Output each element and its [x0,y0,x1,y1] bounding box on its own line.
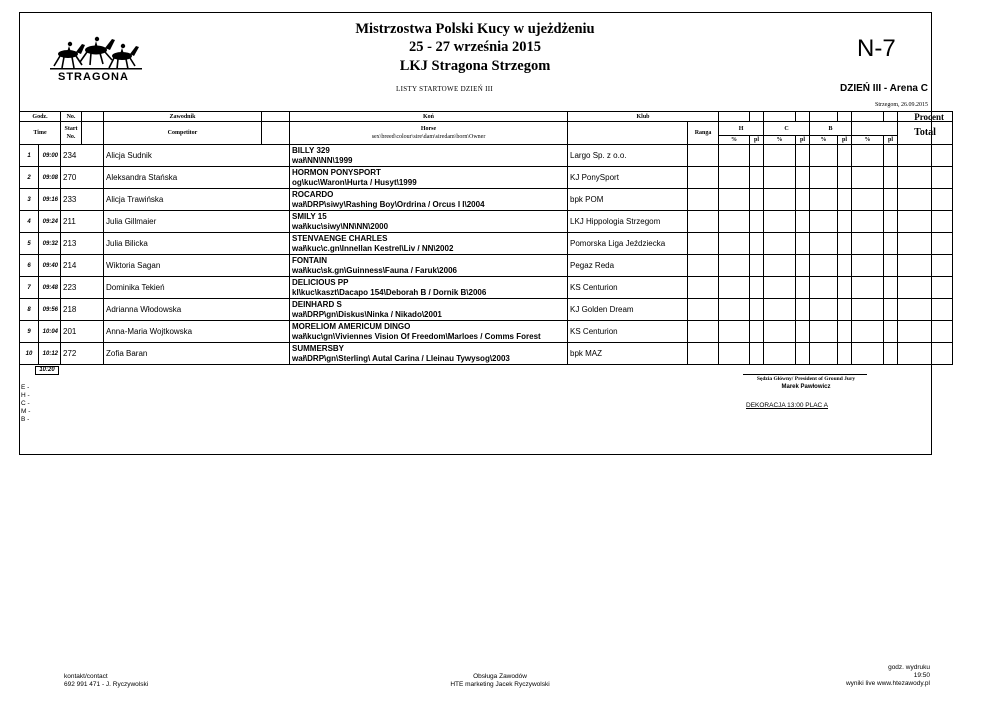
entry-competitor: Wiktoria Sagan [104,255,290,277]
arena-label: DZIEŃ III - Arena C [840,83,928,94]
score-cell [852,277,884,299]
header-pl: pl [838,136,852,145]
entry-time: 09:56 [39,299,61,321]
entry-club: bpk POM [568,189,688,211]
score-cell [810,211,838,233]
header-total: Total [898,122,953,145]
score-cell [852,321,884,343]
score-cell [852,233,884,255]
score-cell [688,167,719,189]
score-cell [796,321,810,343]
entry-horse-details: wał\DRP\gn\Diskus\Ninka / Nikado\2001 [292,309,442,319]
table-row [20,211,953,233]
score-cell [852,343,884,365]
start-list-table [19,111,953,365]
score-cell [852,255,884,277]
score-cell [750,233,764,255]
header-pct: % [810,136,838,145]
legend-item: M - [21,408,31,415]
score-cell [750,277,764,299]
score-cell [796,299,810,321]
score-cell [719,145,750,167]
score-cell [719,211,750,233]
entry-competitor: Aleksandra Stańska [104,167,290,189]
score-cell [810,167,838,189]
entry-horse-name: DEINHARD S [292,299,342,309]
score-cell [764,233,796,255]
legend-item: H - [21,392,30,399]
footer-contact [64,673,148,689]
header-godz: Godz. [20,112,61,122]
entry-horse [290,145,568,167]
score-cell [884,299,898,321]
score-cell [810,145,838,167]
score-cell [688,343,719,365]
score-cell [884,321,898,343]
entry-time: 09:00 [39,145,61,167]
header-time: Time [20,122,61,145]
entry-horse [290,277,568,299]
score-cell [719,343,750,365]
score-cell [719,321,750,343]
score-cell [838,145,852,167]
tail-time: 10:20 [35,366,59,375]
score-cell [898,145,953,167]
score-cell [898,189,953,211]
entry-start-no: 233 [61,189,104,211]
score-cell [898,167,953,189]
entry-time: 09:32 [39,233,61,255]
header-klub: Klub [568,112,719,122]
score-cell [796,277,810,299]
header-pl: pl [750,136,764,145]
score-cell [750,299,764,321]
entry-horse-details: wał\DRP\gn\Sterling\ Autal Carina / Lleinau Tywysog\2003 [292,353,510,363]
score-cell [838,277,852,299]
header-horse-details: sex\breed\colour\sire\dam\siredam\born\Owner [371,134,486,140]
score-cell [852,299,884,321]
score-cell [764,299,796,321]
judge-name: Marek Pawłowicz [781,384,831,390]
score-cell [688,321,719,343]
score-cell [838,299,852,321]
footer-service [400,673,600,689]
entry-competitor: Zofia Baran [104,343,290,365]
score-cell [688,189,719,211]
score-cell [838,233,852,255]
table-row [20,167,953,189]
score-cell [750,211,764,233]
header-horse-label: Horse [420,126,437,132]
entry-time: 09:08 [39,167,61,189]
header-zawodnik: Zawodnik [104,112,262,122]
logo-text: STRAGONA [58,71,129,83]
table-row [20,321,953,343]
header-pct: % [764,136,796,145]
header-no: No. [61,112,82,122]
entry-club: Pomorska Liga Jeździecka [568,233,688,255]
entry-number: 2 [20,167,39,189]
entry-horse-name: SUMMERSBY [292,343,345,353]
entry-horse [290,299,568,321]
score-cell [898,321,953,343]
entry-start-no: 234 [61,145,104,167]
header-ranga: Ranga [688,122,719,145]
score-cell [796,145,810,167]
entry-horse-details: wał\kuc\sk.gn\Guinness\Fauna / Faruk\2006 [292,265,457,275]
score-cell [764,321,796,343]
competition-code: N-7 [857,35,896,62]
entry-horse-details: wał\kuc\c.gn\Innellan Kestrel\Liv / NN\2002 [292,243,454,253]
score-cell [796,167,810,189]
score-cell [838,255,852,277]
header-pl: pl [884,136,898,145]
event-venue: LKJ Stragona Strzegom [399,58,551,74]
score-cell [810,299,838,321]
entry-horse [290,211,568,233]
entries-body [20,145,953,365]
event-dates: 25 - 27 września 2015 [408,39,542,55]
score-cell [852,189,884,211]
entry-horse [290,321,568,343]
entry-club: bpk MAZ [568,343,688,365]
score-cell [898,277,953,299]
score-cell [838,343,852,365]
entry-time: 10:04 [39,321,61,343]
score-cell [688,255,719,277]
score-cell [719,255,750,277]
score-cell [750,167,764,189]
entry-club: KS Centurion [568,321,688,343]
header-start-no: Start No. [61,122,82,145]
score-cell [719,277,750,299]
table-row [20,277,953,299]
table-row [20,189,953,211]
footer-service-company: HTE marketing Jacek Ryczywolski [450,681,550,688]
entry-time: 09:16 [39,189,61,211]
entry-competitor: Alicja Sudnik [104,145,290,167]
score-cell [884,343,898,365]
entry-horse-details: wał\kuc\siwy\NN\NN\2000 [292,221,389,231]
score-cell [750,343,764,365]
score-cell [688,299,719,321]
entry-number: 7 [20,277,39,299]
entry-competitor: Alicja Trawińska [104,189,290,211]
footer-print-label: godz. wydruku [888,664,930,671]
score-cell [764,255,796,277]
score-cell [719,233,750,255]
score-cell [796,189,810,211]
score-cell [688,145,719,167]
header-judge-h: H [719,122,764,136]
entry-number: 4 [20,211,39,233]
header-kon: Koń [290,112,568,122]
score-cell [898,255,953,277]
legend-item: C - [21,400,30,407]
score-cell [750,321,764,343]
header-pl: pl [796,136,810,145]
entry-horse-details: wał\NN\NN\1999 [292,155,353,165]
score-cell [719,189,750,211]
entry-horse-name: HORMON PONYSPORT [292,167,381,177]
entry-start-no: 270 [61,167,104,189]
entry-start-no: 218 [61,299,104,321]
score-cell [764,145,796,167]
entry-horse-details: kl\kuc\kaszt\Dacapo 154\Deborah B / Dornik B\2006 [292,287,487,297]
score-cell [852,145,884,167]
entry-competitor: Julia Bilicka [104,233,290,255]
entry-number: 9 [20,321,39,343]
entry-number: 1 [20,145,39,167]
score-cell [764,343,796,365]
entry-competitor: Julia Gillmaier [104,211,290,233]
score-cell [719,299,750,321]
score-cell [796,211,810,233]
judge-title: Sędzia Główny/ President of Ground Jury [756,376,856,382]
entry-number: 8 [20,299,39,321]
entry-horse-details: og\kuc\Waron\Hurta / Husyt\1999 [292,177,417,187]
table-row [20,145,953,167]
score-cell [796,233,810,255]
header-horse [290,122,568,145]
entry-club: Largo Sp. z o.o. [568,145,688,167]
score-cell [838,321,852,343]
score-cell [810,233,838,255]
footer-print-time: 19:50 [913,672,930,679]
score-cell [884,211,898,233]
header-pct: % [852,136,884,145]
header-pct: % [719,136,750,145]
decoration-note: DEKORACJA 13:00 PLAC A [746,402,829,409]
score-cell [764,167,796,189]
header-judge-b: B [810,122,852,136]
entry-horse-name: MORELIOM AMERICUM DINGO [292,321,411,331]
entry-competitor: Adrianna Włodowska [104,299,290,321]
footer-contact-label: kontakt/contact [64,673,108,680]
entry-horse-name: DELICIOUS PP [292,277,349,287]
legend-item: B - [21,416,30,423]
entry-horse-name: ROCARDO [292,189,334,199]
entry-competitor: Anna-Maria Wojtkowska [104,321,290,343]
entry-competitor: Dominika Tekień [104,277,290,299]
header-competitor: Competitor [104,122,262,145]
entry-horse [290,343,568,365]
entry-club: KJ Golden Dream [568,299,688,321]
entry-horse [290,233,568,255]
score-cell [810,277,838,299]
footer-contact-phone: 692 991 471 - J. Ryczywolski [64,681,149,688]
entry-horse [290,255,568,277]
entry-horse-name: FONTAIN [292,255,327,265]
score-cell [810,189,838,211]
entry-start-no: 214 [61,255,104,277]
header-judge-c: C [764,122,810,136]
score-cell [898,299,953,321]
footer-live-results: wyniki live www.htezawody.pl [845,680,930,687]
entry-horse-details: wał\kuc\gn\Viviennes Vision Of Freedom\Marloes / Comms Forest [292,331,541,341]
score-cell [750,255,764,277]
score-cell [884,255,898,277]
score-cell [719,167,750,189]
score-cell [750,145,764,167]
score-cell [898,343,953,365]
entry-club: KS Centurion [568,277,688,299]
entry-horse [290,167,568,189]
score-cell [810,255,838,277]
table-row [20,233,953,255]
score-cell [884,167,898,189]
table-row [20,255,953,277]
entry-horse-details: wał\DRP\siwy\Rashing Boy\Ordrina / Orcus I I\2004 [292,199,485,209]
score-cell [884,189,898,211]
score-cell [810,321,838,343]
place-date: Strzegom, 26.09.2015 [875,102,928,108]
entry-start-no: 223 [61,277,104,299]
entry-start-no: 201 [61,321,104,343]
score-cell [688,277,719,299]
score-cell [688,233,719,255]
entry-time: 09:48 [39,277,61,299]
score-cell [688,211,719,233]
entry-time: 10:12 [39,343,61,365]
event-title: Mistrzostwa Polski Kucy w ujeżdżeniu [355,21,595,37]
table-row [20,299,953,321]
score-cell [884,145,898,167]
score-cell [852,167,884,189]
entry-number: 5 [20,233,39,255]
header-procent: Procent [898,112,953,122]
score-cell [838,211,852,233]
entry-club: Pegaz Reda [568,255,688,277]
score-cell [852,211,884,233]
score-cell [884,233,898,255]
entry-start-no: 211 [61,211,104,233]
score-cell [796,343,810,365]
score-cell [898,233,953,255]
score-cell [764,211,796,233]
entry-start-no: 272 [61,343,104,365]
document-subtitle: LISTY STARTOWE DZIEŃ III [396,85,494,93]
entry-horse [290,189,568,211]
score-cell [750,189,764,211]
entry-club: LKJ Hippologia Strzegom [568,211,688,233]
score-cell [838,189,852,211]
table-row [20,343,953,365]
entry-number: 6 [20,255,39,277]
entry-horse-name: STENVAENGE CHARLES [292,233,388,243]
entry-horse-name: BILLY 329 [292,145,330,155]
entry-start-no: 213 [61,233,104,255]
judges-legend [21,384,30,424]
score-cell [796,255,810,277]
score-cell [764,277,796,299]
entry-number: 3 [20,189,39,211]
footer-service-label: Obsługa Zawodów [473,673,527,680]
score-cell [838,167,852,189]
entry-time: 09:24 [39,211,61,233]
entry-time: 09:40 [39,255,61,277]
signature-line [743,374,867,375]
entry-number: 10 [20,343,39,365]
entry-club: KJ PonySport [568,167,688,189]
footer-print-info [846,664,930,688]
score-cell [764,189,796,211]
legend-item: E - [21,384,30,391]
score-cell [884,277,898,299]
score-cell [898,211,953,233]
entry-horse-name: SMILY 15 [292,211,327,221]
score-cell [810,343,838,365]
